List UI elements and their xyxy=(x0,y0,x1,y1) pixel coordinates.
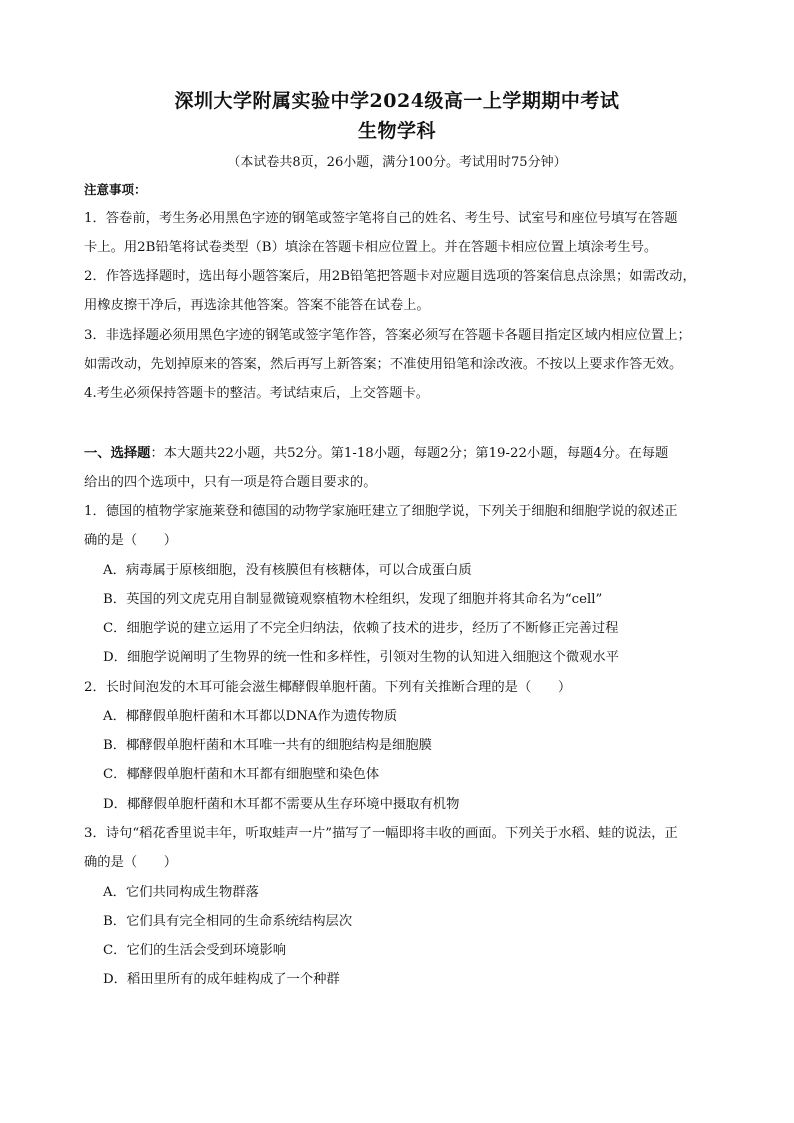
option-a: A．它们共同构成生物群落 xyxy=(103,885,259,900)
notice-line: 如需改动，先划掉原来的答案，然后再写上新答案；不准使用铅笔和涂改液。不按以上要求作答无效。 xyxy=(84,357,683,372)
notice-line: 3．非选择题必须用黑色字迹的钢笔或签字笔作答，答案必须写在答题卡各题目指定区域内相应位置上； xyxy=(84,328,691,343)
option-b: B．它们具有完全相同的生命系统结构层次 xyxy=(103,914,353,929)
question-stem-cont: 确的是（ ） xyxy=(84,855,178,870)
notice-line: 1．答卷前，考生务必用黑色字迹的钢笔或签字笔将自己的姓名、考生号、试室号和座位号填写在答题 xyxy=(84,211,678,226)
option-d: D．稻田里所有的成年蛙构成了一个种群 xyxy=(103,972,340,987)
option-d: D．椰酵假单胞杆菌和木耳都不需要从生存环境中摄取有机物 xyxy=(103,797,460,812)
notice-line: 2．作答选择题时，选出每小题答案后，用2B铅笔把答题卡对应题目选项的答案信息点涂黑；如需改动， xyxy=(84,269,696,284)
notice-heading: 注意事项： xyxy=(84,182,147,197)
notice-line: 用橡皮擦干净后，再选涂其他答案。答案不能答在试卷上。 xyxy=(84,298,430,313)
option-b: B．英国的列文虎克用自制显微镜观察植物木栓组织，发现了细胞并将其命名为“cell” xyxy=(103,592,603,607)
option-a: A．椰酵假单胞杆菌和木耳都以DNA作为遗传物质 xyxy=(103,709,398,724)
question-stem-cont: 确的是（ ） xyxy=(84,533,178,548)
option-c: C．椰酵假单胞杆菌和木耳都有细胞壁和染色体 xyxy=(103,767,380,782)
section-text-cont: 给出的四个选项中，只有一项是符合题目要求的。 xyxy=(84,475,377,490)
question-stem: 3．诗句“稻花香里说丰年，听取蛙声一片”描写了一幅即将丰收的画面。下列关于水稻、蛙的说法，正 xyxy=(84,826,678,841)
notice-line: 4.考生必须保持答题卡的整洁。考试结束后，上交答题卡。 xyxy=(84,386,430,401)
option-b: B．椰酵假单胞杆菌和木耳唯一共有的细胞结构是细胞膜 xyxy=(103,738,432,753)
subject-title: 生物学科 xyxy=(357,120,436,142)
section-label: 一、选择题 xyxy=(84,446,151,461)
option-c: C．它们的生活会受到环境影响 xyxy=(103,943,287,958)
option-d: D．细胞学说阐明了生物界的统一性和多样性，引领对生物的认知进入细胞这个微观水平 xyxy=(103,650,619,665)
question-stem: 1．德国的植物学家施莱登和德国的动物学家施旺建立了细胞学说，下列关于细胞和细胞学说的叙述正 xyxy=(84,504,678,519)
exam-meta: （本试卷共8页，26小题，满分100分。考试用时75分钟） xyxy=(227,155,567,170)
notice-line: 卡上。用2B铅笔将试卷类型（B）填涂在答题卡相应位置上。并在答题卡相应位置上填涂考生号。 xyxy=(84,240,658,255)
option-a: A．病毒属于原核细胞，没有核膜但有核糖体，可以合成蛋白质 xyxy=(103,563,472,578)
option-c: C．细胞学说的建立运用了不完全归纳法，依赖了技术的进步，经历了不断修正完善过程 xyxy=(103,621,619,636)
question-stem: 2．长时间泡发的木耳可能会滋生椰酵假单胞杆菌。下列有关推断合理的是（ ） xyxy=(84,680,572,695)
exam-title: 深圳大学附属实验中学2024级高一上学期期中考试 xyxy=(174,90,620,112)
section-intro xyxy=(84,445,668,463)
section-text: ：本大题共22小题，共52分。第1-18小题，每题2分；第19-22小题，每题4分。在每题 xyxy=(150,446,669,461)
